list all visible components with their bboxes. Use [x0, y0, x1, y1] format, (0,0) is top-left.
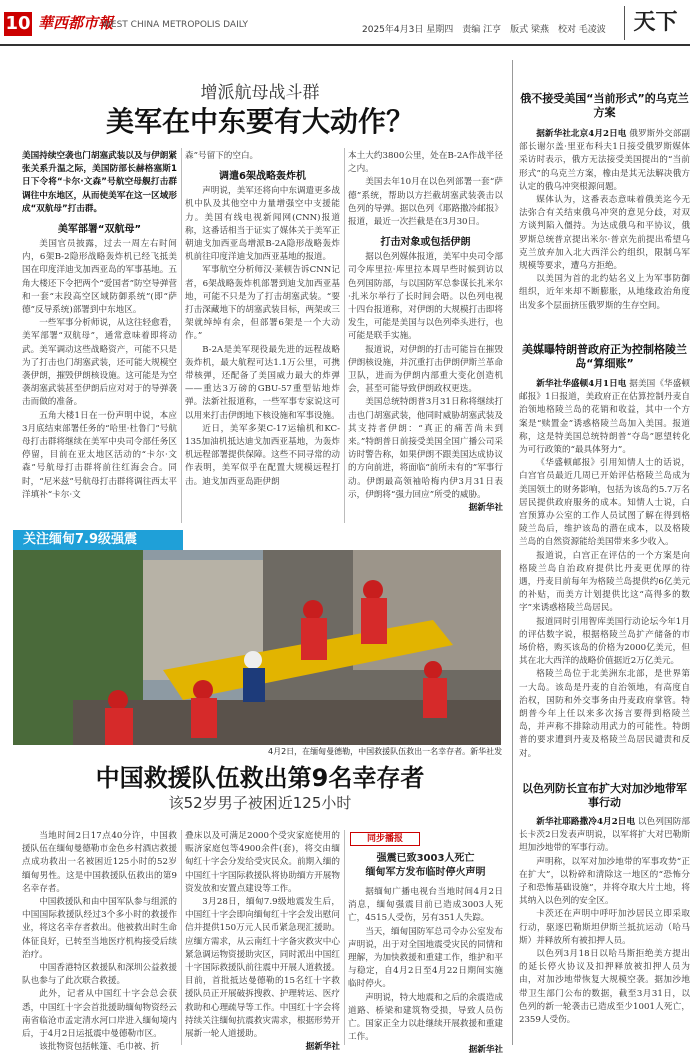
story1-col1 [22, 150, 177, 522]
story2-col1 [22, 830, 177, 1053]
story2-col3 [348, 886, 503, 1056]
story1-para: 美国官员披露，过去一周左右时间内，6架B-2隐形战略轰炸机已经飞抵美国在印度洋迪戈加西亚岛的军事基地。五角大楼还下令把两个“爱国者”防空导弹营和一套“末段高空区域防御系统”(即“萨德”反导系统)部署到中东地区。 [22, 239, 177, 316]
story2-credit: 据新华社 [305, 1042, 340, 1053]
story1-para: 一些军事分析师说，从这往轻愈看，美军部署“双航母”，通常意味着即将动武。美军调动这些战略资产，可能不只是为了打击也门胡塞武装，还可能大规模空袭伊朗，摧毁伊朗核设施。这可能是为空袭胡塞武装甚至伊朗后应对对于的导弹袭击而做的准备。 [22, 318, 177, 408]
sidebar-s3-para: 以色列国防部长卡茨2日发表声明说，以军将扩大对巴勒斯坦加沙地带的军事行动。 [519, 817, 690, 854]
sidebar-s1-body [519, 128, 690, 326]
story2-col2 [185, 830, 340, 1053]
rescue-photo-illustration [13, 550, 501, 745]
sync-report-title-2: 缅甸军方发布临时停火声明 [365, 867, 486, 878]
story2-subtitle: 该52岁男子被困近125小时 [168, 794, 352, 812]
sync-report-tag: 同步播报 [350, 832, 420, 846]
page-number: 10 [5, 13, 31, 34]
column-divider [344, 148, 345, 523]
story2-para: 3月28日，缅甸7.9级地震发生后，中国红十字会即向缅甸红十字会发出慰问信并提供150万元人民币紧急现汇援助。应缅方需求，从云南红十字备灾救灾中心紧急调运物资援助灾区，同时派出中国红十字国际救援队前往震中开展人道救援。目前，首批抵达曼德勒的15名红十字救援队员正开展破拆搜救、护理转运、医疗救助和心理疏导等工作。中国红十字会将持续关注缅甸抗震救灾需求，根据形势开展新一轮人道援助。 [185, 897, 340, 1040]
sidebar-s2-title: 美媒曝特朗普政府正为控制格陵兰岛“算细账” [522, 343, 687, 370]
sidebar-s1-para: 媒体认为，这番表态意味着俄美迄今无法弥合有关结束俄乌冲突的意见分歧，对双方谈判陷入僵持。为达成俄乌和平协议，俄罗斯总统普京提出米尔·普京先前提出希望乌克兰放弃加入北大西洋公约组织，限制乌军规模等要求，遭乌方拒绝。 [519, 195, 690, 272]
story1-title: 美军在中东要有大动作？ [105, 105, 414, 138]
sidebar-s3-title: 以色列防长宣布扩大对加沙地带军事行动 [522, 782, 687, 809]
sidebar-s3-para: 卡茨还在声明中呼吁加沙居民立即采取行动，驱逐巴勒斯坦伊斯兰抵抗运动（哈马斯）并释放所有被扣押人员。 [519, 909, 690, 946]
sidebar-s1-source: 据新华社北京4月2日电 [536, 129, 627, 139]
column-divider [181, 148, 182, 523]
story1-subhead1: 美军部署“双航母” [57, 224, 142, 236]
sidebar-s1-para: 俄罗斯外交部副部长谢尔盖·里亚布科夫1日接受俄罗斯媒体采访时表示，俄方无法接受美国提出的“当前形式”的乌克兰方案，橡由是其无法解决俄方认定的俄乌冲突根源问题。 [519, 129, 690, 192]
sync-report-para: 当天，缅甸国防军总司令办公室发布声明说，出于对全国地震受灾民的同情和理解，为加快救援和重建工作，维护和平与稳定，自4月2日至4月22日期间实施临时停火。 [348, 926, 503, 990]
sidebar-s2-body [519, 378, 690, 759]
column-divider [181, 830, 182, 1045]
story1-para: 美国总统特朗普3月31日称将继续打击也门胡塞武装，他同时威胁胡塞武装及其支持者伊朗：“真正的痛苦尚未到来。”特朗普日前接受美国全国广播公司采访时警告称，如果伊朗不跟美国达成协议的方向前进，将面临“前所未有的”军事行动。伊朗最高领袖哈梅内伊3月31日表示，伊朗将“强力回应”所受的威胁。 [348, 397, 503, 500]
sidebar-s3-source: 新华社耶路撒冷4月2日电 [536, 817, 636, 827]
section-tab: 天下 [624, 6, 686, 40]
sidebar-s2-para: 报道说，白宫正在评估的一个方案是向格陵兰岛自治政府提供比丹麦更优厚的待遇，丹麦目前每年为格陵兰岛提供约6亿美元的补贴，而美方计划提供比这“高得多的数字”来诱惑格陵兰岛居民。 [519, 550, 690, 614]
story1-para: 声明说，美军还将向中东调遣更多战机中队及其他空中力量增强空中支援能力。美国有线电视新闻网(CNN)报道称，这番话相当于证实了媒体关于美军正朝迪戈加西亚岛增派B-2A隐形战略轰炸机前往印度洋迪戈加西亚基地的报道。 [185, 186, 340, 263]
story1-col3 [348, 150, 503, 522]
story2-para: 中国救援队和由中国军队参与组派的中国国际救援队经过3个多小时的救援作业，将这名幸存者救出。他被救出时生命体征良好，已转至当地医疗机构接受后续治疗。 [22, 897, 177, 960]
story1-para: 军事航空分析师汉·莱顿告诉CNN记者，6架战略轰炸机部署到迪戈加西亚基地，可能不只是为了打击胡塞武装。“要打击深藏地下的胡塞武装目标，两架或三架就绰绰有余，但部署6架是一个大动作。” [185, 265, 340, 342]
sidebar-s1-title: 俄不接受美国“当前形式”的乌克兰方案 [520, 92, 689, 119]
story1-para: 据以色列媒体报道，美军中央司令部司令库里拉·库里拉本周早些时候到访以色列国防部，与以国防军总参谋长扎米尔·扎米尔举行了长时间会晤。以色列电视十四台报道称，对伊朗的大规模打击即将发生，可能是美国与以色列牵头进行，也可能是联手实施。 [348, 252, 503, 342]
sync-report-para: 据缅甸广播电视台当地时间4月2日消息，缅甸强震目前已造成3003人死亡，4515人受伤，另有351人失踪。 [348, 887, 503, 924]
story2-para: 此外，记者从中国红十字会总会获悉，中国红十字会首批援助缅甸物资经云南省临沧市孟定清水河口岸进入缅甸境内后，于4月2日运抵震中曼德勒市区。 [22, 989, 177, 1040]
sync-report-credit: 据新华社 [468, 1045, 503, 1056]
story1-para: 五角大楼1日在一份声明中说，本应3月底结束部署任务的“哈里·杜鲁门”号航母打击群将继续在美军中央司令部任务区停留，目前在亚太地区活动的“卡尔·文森”号航母打击群将前往红海会合。同时，“尼米兹”号航母打击群将调往西太平洋填补“卡尔·文 [22, 410, 177, 500]
sync-report-para: 声明说，特大地震和之后的余震造成道路、桥梁和建筑物受损，导致人员伤亡。国家正全力以赴继续开展救援和重建工作。 [348, 992, 503, 1043]
newspaper-logo-en: WEST CHINA METROPOLIS DAILY [102, 20, 249, 30]
sidebar-s3-para: 以色列3月18日以哈马斯拒绝美方提出的延长停火协议及扣押释放被扣押人员为由，对加沙地带恢复大规模空袭。据加沙地带卫生部门公布的数据，截至3月31日，以色列的新一轮袭击已造成至少1001人死亡，2359人受伤。 [519, 949, 690, 1026]
story1-credit: 据新华社 [468, 503, 503, 514]
story1-kicker: 增派航母战斗群 [200, 83, 320, 103]
newspaper-logo: 華西都市報 [38, 14, 114, 32]
sidebar-s2-source: 新华社华盛顿4月1日电 [536, 379, 627, 389]
sidebar-s2-para: 据美国《华盛顿邮报》1日报道，美政府正在估算控制丹麦自治领地格陵兰岛的花销和收益，其中一个方案是“赎置金”诱惑格陵兰岛加入美国。报道称，这是特美国总统特朗普“夺岛”愿望转化为可行政策的“最具体努力”。 [519, 379, 690, 456]
sidebar-s1-para: 以美国为首的北约姑名义上为军事防御组织，近年来却不断膨胀，从地缘政治角度出发多个层面挤压俄罗斯的生存空间。 [519, 274, 690, 311]
story1-para: 近日，美军多架C-17运输机和KC-135加油机抵达迪戈加西亚基地，为轰炸机远程部署提供保障。这些不同寻常的动作表明，美军似乎在配置大规模远程打击。迪戈加西亚岛距伊朗 [185, 423, 340, 487]
photo-caption: 4月2日，在缅甸曼德勒，中国救援队伍救出一名幸存者。新华社发 [268, 747, 503, 756]
sidebar-s2-para: 格陵兰岛位于北美洲东北部，是世界第一大岛。该岛是丹麦的自治领地，有高度自治权，国防和外交事务由丹麦政府掌管。特朗普今年上任以来多次扬言要得到格陵兰岛，并声称不排除动用武力的可能性。特朗普的要求遭到丹麦及格陵兰岛居民谴责和反对。 [519, 669, 690, 759]
story2-para-cont: 叠床以及可满足2000个受灾家庭使用的赈济家庭包等4900余件(套)，将交由缅甸红十字会分发给受灾民众。前期入缅的中国红十字国际救援队将协助缅方开展物资发放和安置点建设等工作。 [185, 831, 340, 894]
story1-subhead2: 调遣6架战略轰炸机 [219, 171, 306, 183]
story2-para: 中国香港特区救援队和深圳公益救援队也参与了此次联合救援。 [22, 963, 177, 987]
topic-banner: 关注缅甸7.9级强震 [13, 530, 183, 550]
story1-para: B-2A是美军现役最先进的远程战略轰炸机，最大航程可达1.1万公里，可携带核弹，还配备了美国威力最大的炸弹——重达3万磅的GBU-57重型钻地炸弹。法新社报道称，一些军事专家说这可以用来打击伊朗地下核设施和军事设施。 [185, 344, 340, 421]
story1-para-cont: 森”号留下的空白。 [185, 151, 259, 161]
sidebar-s2-para: 报道同时引用智库美国行动论坛今年1月的评估数字说，根据格陵兰岛扩产储备的市场价格，购买该岛的价格为2000亿美元，但其在北大西洋的战略价值据近2万亿美元。 [519, 616, 690, 667]
sync-report-title [348, 852, 503, 880]
rescue-photo [13, 550, 501, 745]
story1-subhead3: 打击对象或包括伊朗 [380, 237, 471, 249]
story1-para: 报道说，对伊朗的打击可能旨在摧毁伊朗核设施，并沉重打击伊朗伊斯兰革命卫队，进而为伊朗内部重大变化创造机会，甚至可能导致伊朗政权更迭。 [348, 344, 503, 395]
column-divider [344, 830, 345, 1045]
story2-para: 当地时间2日17点40分许，中国救援队伍在缅甸曼德勒市金色乡村酒店救援点成功救出一名被困近125小时的52岁缅甸男性。这是中国救援队伍救出的第9名幸存者。 [22, 831, 177, 894]
sidebar-divider [512, 60, 513, 1045]
story1-lead: 美国持续空袭也门胡塞武装以及与伊朗紧张关系升温之际，美国防部长赫格塞斯1日下令将“卡尔·文森”号航空母舰打击群调往中东地区，从而使美军在这一区域形成“双航母”打击群。 [22, 151, 177, 214]
sync-report-title-1: 强震已致3003人死亡 [376, 853, 475, 864]
sidebar-s3-para: 声明称，以军对加沙地带的军事攻势“正在扩大”，以粉碎和清除这一地区的“恐怖分子和恐怖基础设施”，并将夺取大片土地，将其纳入以色列的安全区。 [519, 856, 690, 907]
story1-para-cont: 本土大约3800公里，处在B-2A作战半径之内。 [348, 151, 503, 175]
story1-para: 美国去年10月在以色列部署一套“萨德”系统，帮助以方拦截胡塞武装袭击以色列的导弹。据以色列《耶路撒冷邮报》报道，最近一次拦截是在3月30日。 [348, 177, 503, 228]
sidebar-s3-body [519, 816, 690, 1046]
issue-meta: 2025年4月3日 星期四 责编 江亨 版式 梁燕 校对 毛凌波 [362, 25, 606, 35]
story2-title: 中国救援队伍救出第9名幸存者 [95, 764, 425, 792]
story2-para: 该批物资包括帐篷、毛巾被、折 [39, 1042, 160, 1053]
sidebar-s2-para: 《华盛顿邮报》引用知情人士的话说，白宫官员最近几周已开始评估格陵兰岛成为美国领土的财务影响，包括为该岛约5.7万名居民提供政府服务的成本。知情人士说，白宫预算办公室的工作人员试图了解在得到格陵兰岛后，维护该岛的潜在成本，以及格陵兰岛的自然资源能给美国带来多少收入。 [519, 458, 690, 548]
story1-col2 [185, 150, 340, 522]
